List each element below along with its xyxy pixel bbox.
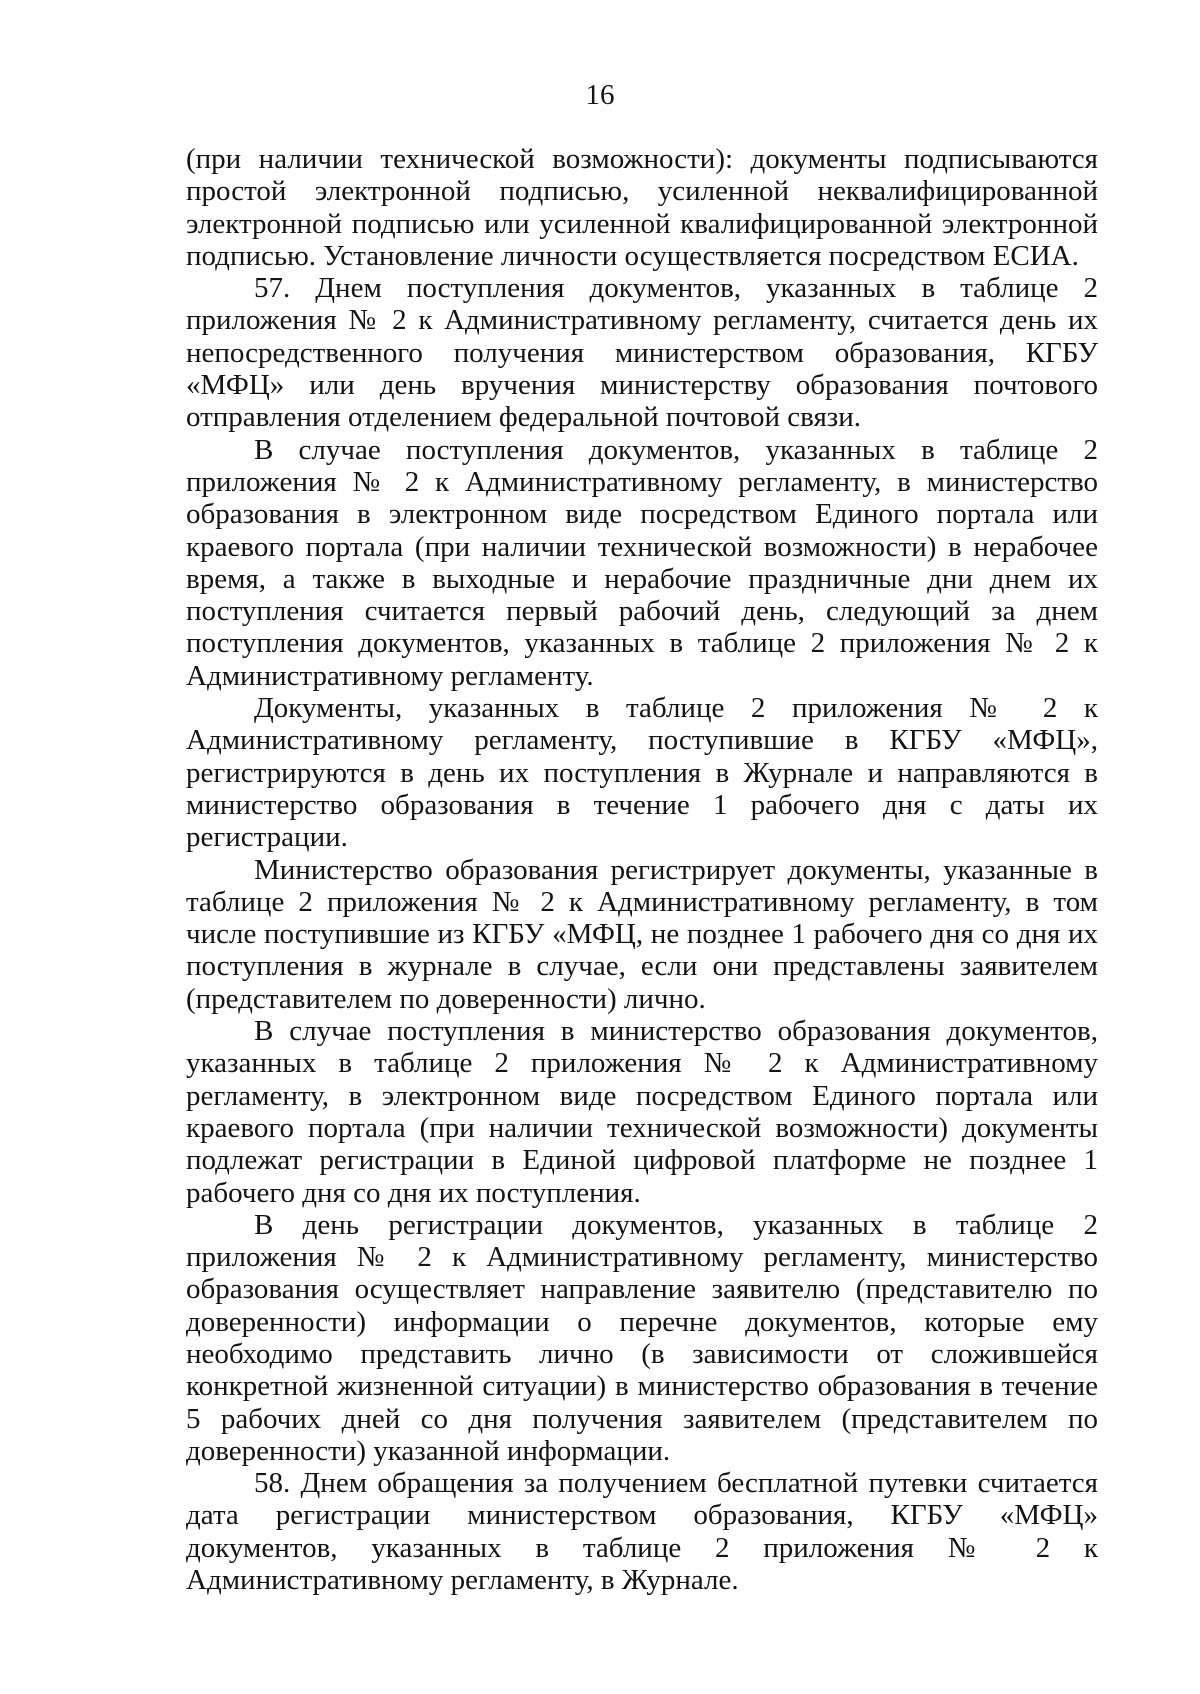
page-number: 16 xyxy=(585,79,615,111)
paragraph-ministry-registration: Министерство образования регистрирует документы, указанные в таблице 2 приложения № 2 к Административному регламенту, в том числе поступившие из КГБУ «МФЦ, не позднее 1 рабочего дня со дня их поступления в журнале в случае, если они представлены заявителем (представителем по доверенности) лично. xyxy=(186,853,1098,1015)
paragraph-continuation: (при наличии технической возможности): документы подписываются простой электронной подписью, усиленной неквалифицированной электронной подписью или усиленной квалифицированной электронной подписью. Установление личности осуществляется посредством ЕСИА. xyxy=(186,143,1098,272)
paragraph-57: 57. Днем поступления документов, указанных в таблице 2 приложения № 2 к Административному регламенту, считается день их непосредственного получения министерством образования, КГБУ «МФЦ» или день вручения министерству образования почтового отправления отделением федеральной почтовой связи. xyxy=(186,272,1098,434)
document-body xyxy=(186,143,1098,1596)
paragraph-58: 58. Днем обращения за получением бесплатной путевки считается дата регистрации министерством образования, КГБУ «МФЦ» документов, указанных в таблице 2 приложения № 2 к Административному регламенту, в Журнале. xyxy=(186,1467,1098,1597)
paragraph-applicant-notification: В день регистрации документов, указанных в таблице 2 приложения № 2 к Административному регламенту, министерство образования осуществляет направление заявителю (представителю по доверенности) информации о перечне документов, которые ему необходимо представить лично (в зависимости от сложившейся конкретной жизненной ситуации) в министерство образования в течение 5 рабочих дней со дня получения заявителем (представителем по доверенности) указанной информации. xyxy=(186,1208,1098,1467)
paragraph-electronic-registration: В случае поступления в министерство образования документов, указанных в таблице 2 приложения № 2 к Административному регламенту, в электронном виде посредством Единого портала или краевого портала (при наличии технической возможности) документы подлежат регистрации в Единой цифровой платформе не позднее 1 рабочего дня со дня их поступления. xyxy=(186,1015,1098,1209)
paragraph-electronic-receipt: В случае поступления документов, указанных в таблице 2 приложения № 2 к Административному регламенту, в министерство образования в электронном виде посредством Единого портала или краевого портала (при наличии технической возможности) в нерабочее время, а также в выходные и нерабочие праздничные дни днем их поступления считается первый рабочий день, следующий за днем поступления документов, указанных в таблице 2 приложения № 2 к Административному регламенту. xyxy=(186,433,1098,692)
paragraph-mfc-registration: Документы, указанных в таблице 2 приложения № 2 к Административному регламенту, поступившие в КГБУ «МФЦ», регистрируются в день их поступления в Журнале и направляются в министерство образования в течение 1 рабочего дня с даты их регистрации. xyxy=(186,692,1098,854)
